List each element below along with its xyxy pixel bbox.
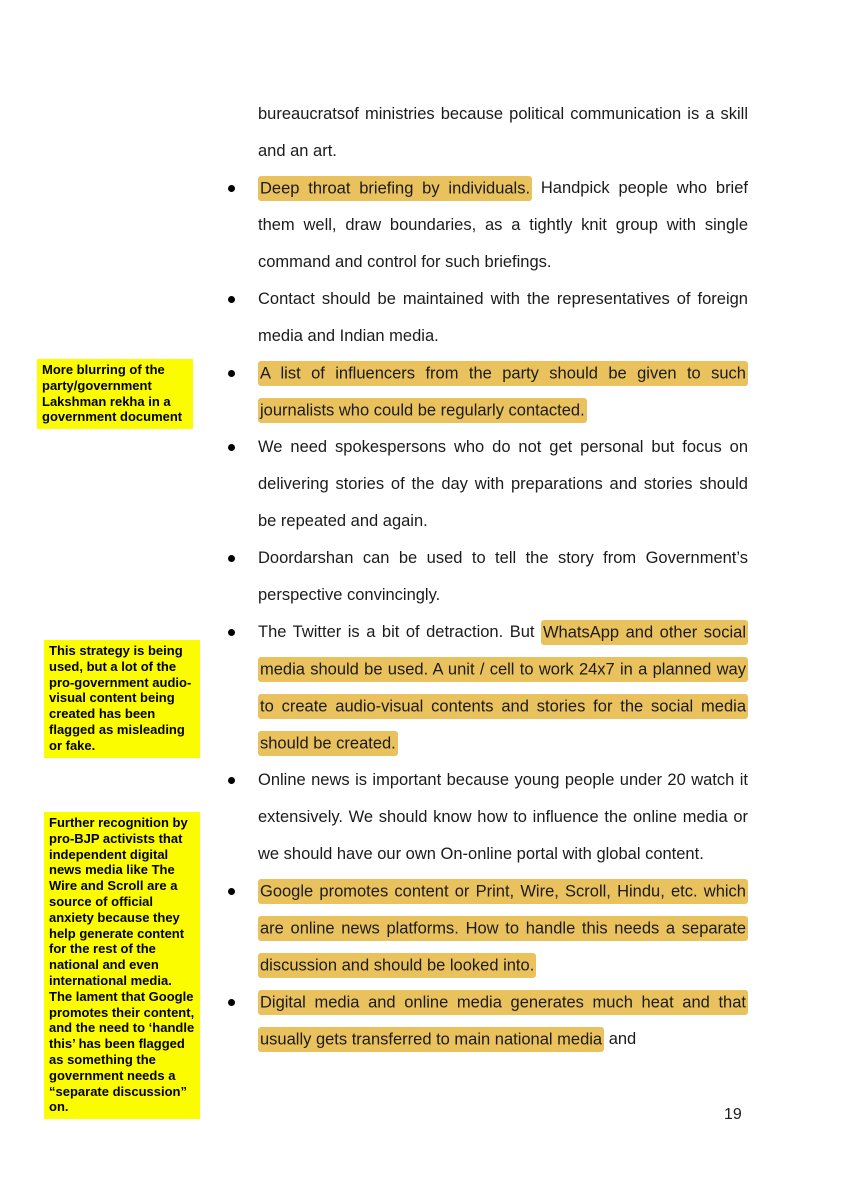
text-segment: Doordarshan can be used to tell the story from Government’s perspective convincingly. <box>258 549 748 604</box>
text-segment: and <box>604 1030 637 1048</box>
text-segment: We need spokespersons who do not get personal but focus on delivering stories of the day with preparations and stories should be repeated and again. <box>258 438 748 530</box>
highlighted-text: A list of influencers from the party should be given to such journalists who could be regularly contacted. <box>258 361 748 423</box>
text-segment: bureaucratsof ministries because political communication is a skill and an art. <box>258 105 748 160</box>
highlighted-text: Digital media and online media generates much heat and that usually gets transferred to main national media <box>258 990 748 1052</box>
highlighted-text: Deep throat briefing by individuals. <box>258 176 532 201</box>
page-number: 19 <box>724 1106 742 1123</box>
text-segment: Handpick people who brief them well, draw boundaries, as a tightly knit group with single command and control for such briefings. <box>258 179 748 271</box>
margin-annotation: Further recognition by pro-BJP activists that independent digital news media like The Wire and Scroll are a source of official anxiety because they help generate content for the rest of the national and even international media. The lament that Google promotes their content, and the need to ‘handle this’ has been flagged as something the government needs a “separate discussion” on. <box>44 812 200 1119</box>
margin-annotation: More blurring of the party/government Lakshman rekha in a government document <box>37 359 193 429</box>
text-segment: The Twitter is a bit of detraction. But <box>258 623 541 641</box>
text-segment: Contact should be maintained with the representatives of foreign media and Indian media. <box>258 290 748 345</box>
highlighted-text: Google promotes content or Print, Wire, Scroll, Hindu, etc. which are online news platforms. How to handle this needs a separate discussion and should be looked into. <box>258 879 748 978</box>
highlighted-text: WhatsApp and other social media should be used. A unit / cell to work 24x7 in a planned way to create audio-visual contents and stories for the social media should be created. <box>258 620 748 756</box>
text-segment: Online news is important because young people under 20 watch it extensively. We should know how to influence the online media or we should have our own On-online portal with global content. <box>258 771 748 863</box>
margin-annotation: This strategy is being used, but a lot of the pro-government audio-visual content being created has been flagged as misleading or fake. <box>44 640 200 758</box>
